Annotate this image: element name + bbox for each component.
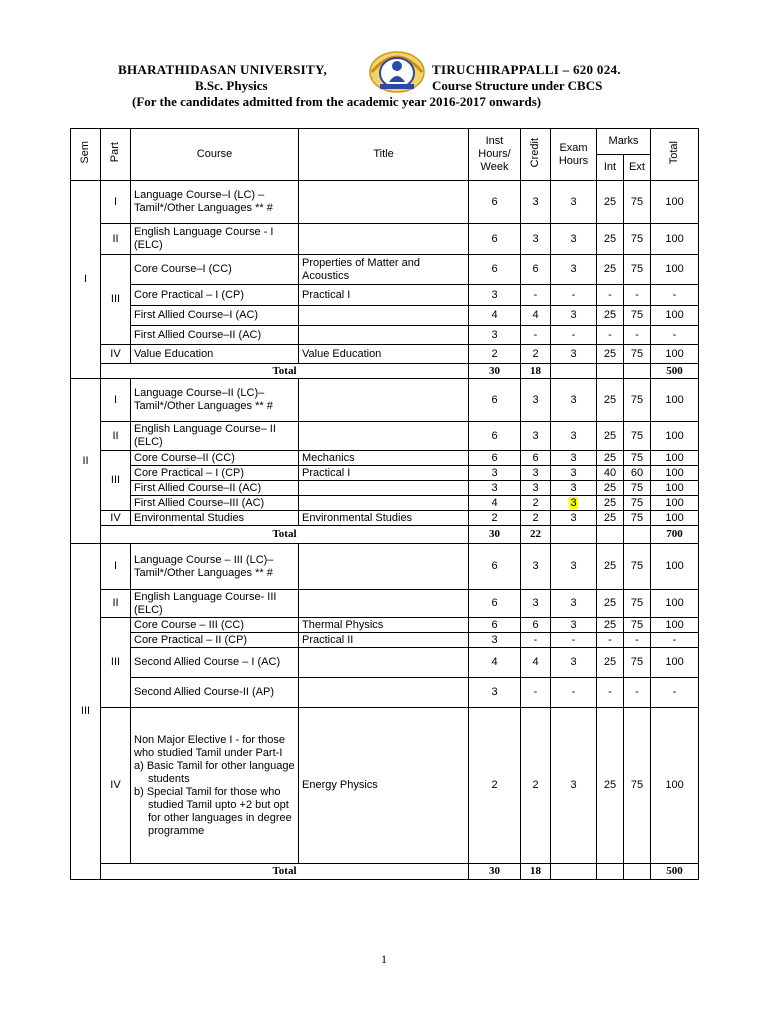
credit-cell: 6 (521, 618, 551, 633)
credit-cell: - (521, 326, 551, 345)
exam-cell: - (551, 678, 597, 708)
exam-cell: - (551, 326, 597, 345)
hours-cell: 2 (469, 511, 521, 526)
int-cell: - (597, 326, 624, 345)
total-cell: 100 (651, 466, 699, 481)
credit-cell: 4 (521, 648, 551, 678)
exam-cell: 3 (551, 708, 597, 864)
part-cell: III (101, 618, 131, 708)
hours-cell: 4 (469, 306, 521, 326)
total-cell: 100 (651, 590, 699, 618)
hours-cell: 3 (469, 285, 521, 306)
sem-label: II (71, 379, 101, 544)
table-row (71, 345, 699, 364)
exam-cell: 3 (551, 345, 597, 364)
total-cell: 100 (651, 345, 699, 364)
hours-cell: 6 (469, 379, 521, 422)
total-cell: 100 (651, 618, 699, 633)
table-row (71, 466, 699, 481)
course-cell: Language Course – III (LC)–Tamil*/Other Languages ** # (131, 544, 299, 590)
course-cell: Core Course–I (CC) (131, 255, 299, 285)
total-label: Total (101, 526, 469, 544)
total-marks: 500 (651, 864, 699, 880)
header-marks: Marks (597, 129, 651, 155)
part-cell: II (101, 422, 131, 451)
course-cell: Language Course–I (LC) – Tamil*/Other Languages ** # (131, 181, 299, 224)
total-cell: 100 (651, 451, 699, 466)
title-cell: Thermal Physics (299, 618, 469, 633)
ext-cell: 60 (624, 466, 651, 481)
credit-cell: 3 (521, 466, 551, 481)
total-label: Total (101, 364, 469, 379)
ext-cell: 75 (624, 345, 651, 364)
exam-cell: - (551, 285, 597, 306)
total-hours: 30 (469, 364, 521, 379)
int-cell: 25 (597, 422, 624, 451)
table-row (71, 255, 699, 285)
university-logo-icon (368, 46, 426, 94)
hours-cell: 3 (469, 481, 521, 496)
table-row (71, 496, 699, 511)
credit-cell: - (521, 633, 551, 648)
course-cell: Second Allied Course-II (AP) (131, 678, 299, 708)
credit-cell: 6 (521, 451, 551, 466)
title-cell: Energy Physics (299, 708, 469, 864)
exam-cell: 3 (551, 481, 597, 496)
title-cell (299, 648, 469, 678)
hours-cell: 4 (469, 496, 521, 511)
title-cell (299, 326, 469, 345)
title-cell (299, 590, 469, 618)
int-cell: 25 (597, 224, 624, 255)
total-cell: 100 (651, 496, 699, 511)
course-cell: First Allied Course–II (AC) (131, 481, 299, 496)
exam-cell: 3 (551, 181, 597, 224)
hours-cell: 6 (469, 224, 521, 255)
ext-cell: 75 (624, 708, 651, 864)
course-cell: Value Education (131, 345, 299, 364)
credit-cell: 4 (521, 306, 551, 326)
title-cell (299, 306, 469, 326)
title-cell (299, 678, 469, 708)
course-cell: Core Practical – I (CP) (131, 285, 299, 306)
credit-cell: 3 (521, 590, 551, 618)
int-cell: 25 (597, 496, 624, 511)
title-cell (299, 422, 469, 451)
title-cell: Practical I (299, 285, 469, 306)
course-cell: First Allied Course–III (AC) (131, 496, 299, 511)
total-cell: 100 (651, 708, 699, 864)
int-cell: 25 (597, 451, 624, 466)
ext-cell: 75 (624, 496, 651, 511)
int-cell: 25 (597, 511, 624, 526)
title-cell: Properties of Matter and Acoustics (299, 255, 469, 285)
ext-cell: 75 (624, 451, 651, 466)
title-cell (299, 181, 469, 224)
course-cell: First Allied Course–II (AC) (131, 326, 299, 345)
university-city: TIRUCHIRAPPALLI – 620 024. (432, 62, 621, 77)
hours-cell: 4 (469, 648, 521, 678)
table-row (71, 451, 699, 466)
table-row (71, 379, 699, 422)
title-cell (299, 379, 469, 422)
total-row (71, 364, 699, 379)
hours-cell: 3 (469, 678, 521, 708)
total-row (71, 864, 699, 880)
course-cell: First Allied Course–I (AC) (131, 306, 299, 326)
title-cell (299, 224, 469, 255)
highlighted-exam-hours: 3 (570, 496, 577, 509)
course-cell: English Language Course- III (ELC) (131, 590, 299, 618)
course-cell: Core Practical – I (CP) (131, 466, 299, 481)
ext-cell: 75 (624, 648, 651, 678)
ext-cell: 75 (624, 481, 651, 496)
total-marks: 700 (651, 526, 699, 544)
header-sem: Sem (71, 129, 101, 181)
admission-note: (For the candidates admitted from the academic year 2016-2017 onwards) (132, 94, 542, 109)
hours-cell: 6 (469, 451, 521, 466)
hours-cell: 6 (469, 590, 521, 618)
int-cell: 25 (597, 379, 624, 422)
title-cell (299, 481, 469, 496)
header-int: Int (597, 155, 624, 181)
total-cell: 100 (651, 511, 699, 526)
header-course: Course (131, 129, 299, 181)
structure-title: Course Structure under CBCS (432, 78, 603, 93)
hours-cell: 2 (469, 345, 521, 364)
ext-cell: 75 (624, 224, 651, 255)
title-cell: Mechanics (299, 451, 469, 466)
ext-cell: 75 (624, 181, 651, 224)
credit-cell: 3 (521, 181, 551, 224)
credit-cell: 2 (521, 345, 551, 364)
hours-cell: 6 (469, 544, 521, 590)
hours-cell: 6 (469, 618, 521, 633)
int-cell: 25 (597, 306, 624, 326)
course-cell: Environmental Studies (131, 511, 299, 526)
credit-cell: 3 (521, 544, 551, 590)
table-row (71, 590, 699, 618)
part-cell: III (101, 451, 131, 511)
credit-cell: 3 (521, 224, 551, 255)
programme-name: B.Sc. Physics (195, 78, 268, 93)
exam-cell: 3 (551, 451, 597, 466)
int-cell: - (597, 285, 624, 306)
ext-cell: - (624, 678, 651, 708)
int-cell: - (597, 633, 624, 648)
exam-cell (551, 496, 597, 511)
ext-cell: 75 (624, 255, 651, 285)
exam-cell: 3 (551, 544, 597, 590)
course-cell: Second Allied Course – I (AC) (131, 648, 299, 678)
int-cell: 25 (597, 708, 624, 864)
int-cell: 25 (597, 618, 624, 633)
ext-cell: - (624, 326, 651, 345)
course-cell: English Language Course– II (ELC) (131, 422, 299, 451)
total-marks: 500 (651, 364, 699, 379)
table-row (71, 306, 699, 326)
total-cell: - (651, 678, 699, 708)
nme-option-b: b) Special Tamil for those who studied Tamil upto +2 but opt for other languages in degree programme (134, 785, 292, 837)
ext-cell: 75 (624, 618, 651, 633)
title-cell: Practical II (299, 633, 469, 648)
exam-cell: 3 (551, 379, 597, 422)
total-cell: 100 (651, 481, 699, 496)
page-number: 1 (381, 952, 387, 966)
table-row (71, 511, 699, 526)
exam-cell: 3 (551, 511, 597, 526)
int-cell: 25 (597, 544, 624, 590)
part-cell: IV (101, 708, 131, 864)
credit-cell: - (521, 285, 551, 306)
total-cell: 100 (651, 255, 699, 285)
hours-cell: 3 (469, 326, 521, 345)
part-cell: III (101, 255, 131, 345)
header-exam-hours: Exam Hours (551, 129, 597, 181)
table-row (71, 422, 699, 451)
credit-cell: 2 (521, 708, 551, 864)
nme-intro: Non Major Elective I - for those who studied Tamil under Part-I (134, 733, 286, 759)
header-total: Total (651, 129, 699, 181)
table-row (71, 544, 699, 590)
exam-cell: 3 (551, 466, 597, 481)
header-title: Title (299, 129, 469, 181)
total-cell: 100 (651, 224, 699, 255)
total-cell: 100 (651, 181, 699, 224)
credit-cell: 3 (521, 379, 551, 422)
part-cell: I (101, 544, 131, 590)
course-cell (131, 708, 299, 864)
credit-cell: 2 (521, 496, 551, 511)
sem-label: I (71, 181, 101, 379)
exam-cell: 3 (551, 306, 597, 326)
table-row (71, 648, 699, 678)
ext-cell: 75 (624, 544, 651, 590)
total-cell: 100 (651, 648, 699, 678)
exam-cell: - (551, 633, 597, 648)
total-cell: 100 (651, 422, 699, 451)
table-row (71, 708, 699, 864)
total-cell: 100 (651, 379, 699, 422)
header-part: Part (101, 129, 131, 181)
part-cell: II (101, 224, 131, 255)
total-credit: 18 (521, 864, 551, 880)
int-cell: 40 (597, 466, 624, 481)
total-cell: 100 (651, 306, 699, 326)
table-row (71, 224, 699, 255)
course-cell: Core Practical – II (CP) (131, 633, 299, 648)
ext-cell: 75 (624, 379, 651, 422)
int-cell: 25 (597, 255, 624, 285)
int-cell: - (597, 678, 624, 708)
credit-cell: 2 (521, 511, 551, 526)
course-cell: Core Course–II (CC) (131, 451, 299, 466)
course-cell: Language Course–II (LC)– Tamil*/Other Languages ** # (131, 379, 299, 422)
int-cell: 25 (597, 181, 624, 224)
exam-cell: 3 (551, 618, 597, 633)
table-row (71, 481, 699, 496)
total-credit: 18 (521, 364, 551, 379)
title-cell (299, 496, 469, 511)
sem-label: III (71, 544, 101, 880)
total-hours: 30 (469, 864, 521, 880)
ext-cell: 75 (624, 306, 651, 326)
total-cell: - (651, 633, 699, 648)
table-row (71, 678, 699, 708)
total-cell: 100 (651, 544, 699, 590)
exam-cell: 3 (551, 224, 597, 255)
total-credit: 22 (521, 526, 551, 544)
table-row (71, 618, 699, 633)
total-cell: - (651, 285, 699, 306)
int-cell: 25 (597, 590, 624, 618)
course-cell: English Language Course - I (ELC) (131, 224, 299, 255)
header-credit: Credit (521, 129, 551, 181)
part-cell: IV (101, 511, 131, 526)
credit-cell: 3 (521, 422, 551, 451)
header-ext: Ext (624, 155, 651, 181)
part-cell: I (101, 379, 131, 422)
nme-option-a: a) Basic Tamil for other language students (134, 759, 295, 785)
ext-cell: - (624, 285, 651, 306)
total-row (71, 526, 699, 544)
total-cell: - (651, 326, 699, 345)
part-cell: IV (101, 345, 131, 364)
ext-cell: 75 (624, 422, 651, 451)
title-cell: Value Education (299, 345, 469, 364)
course-cell: Core Course – III (CC) (131, 618, 299, 633)
table-row (71, 285, 699, 306)
credit-cell: - (521, 678, 551, 708)
total-label: Total (101, 864, 469, 880)
int-cell: 25 (597, 345, 624, 364)
hours-cell: 3 (469, 633, 521, 648)
credit-cell: 6 (521, 255, 551, 285)
table-row (71, 326, 699, 345)
part-cell: II (101, 590, 131, 618)
hours-cell: 6 (469, 181, 521, 224)
title-cell: Practical I (299, 466, 469, 481)
university-name: BHARATHIDASAN UNIVERSITY, (118, 62, 328, 77)
ext-cell: - (624, 633, 651, 648)
part-cell: I (101, 181, 131, 224)
title-cell (299, 544, 469, 590)
int-cell: 25 (597, 481, 624, 496)
title-cell: Environmental Studies (299, 511, 469, 526)
credit-cell: 3 (521, 481, 551, 496)
course-structure-table (70, 128, 699, 880)
table-row (71, 633, 699, 648)
exam-cell: 3 (551, 255, 597, 285)
int-cell: 25 (597, 648, 624, 678)
table-row (71, 181, 699, 224)
total-hours: 30 (469, 526, 521, 544)
hours-cell: 6 (469, 255, 521, 285)
hours-cell: 3 (469, 466, 521, 481)
hours-cell: 2 (469, 708, 521, 864)
header-inst-hours: Inst Hours/ Week (469, 129, 521, 181)
ext-cell: 75 (624, 511, 651, 526)
exam-cell: 3 (551, 422, 597, 451)
exam-cell: 3 (551, 590, 597, 618)
ext-cell: 75 (624, 590, 651, 618)
exam-cell: 3 (551, 648, 597, 678)
hours-cell: 6 (469, 422, 521, 451)
